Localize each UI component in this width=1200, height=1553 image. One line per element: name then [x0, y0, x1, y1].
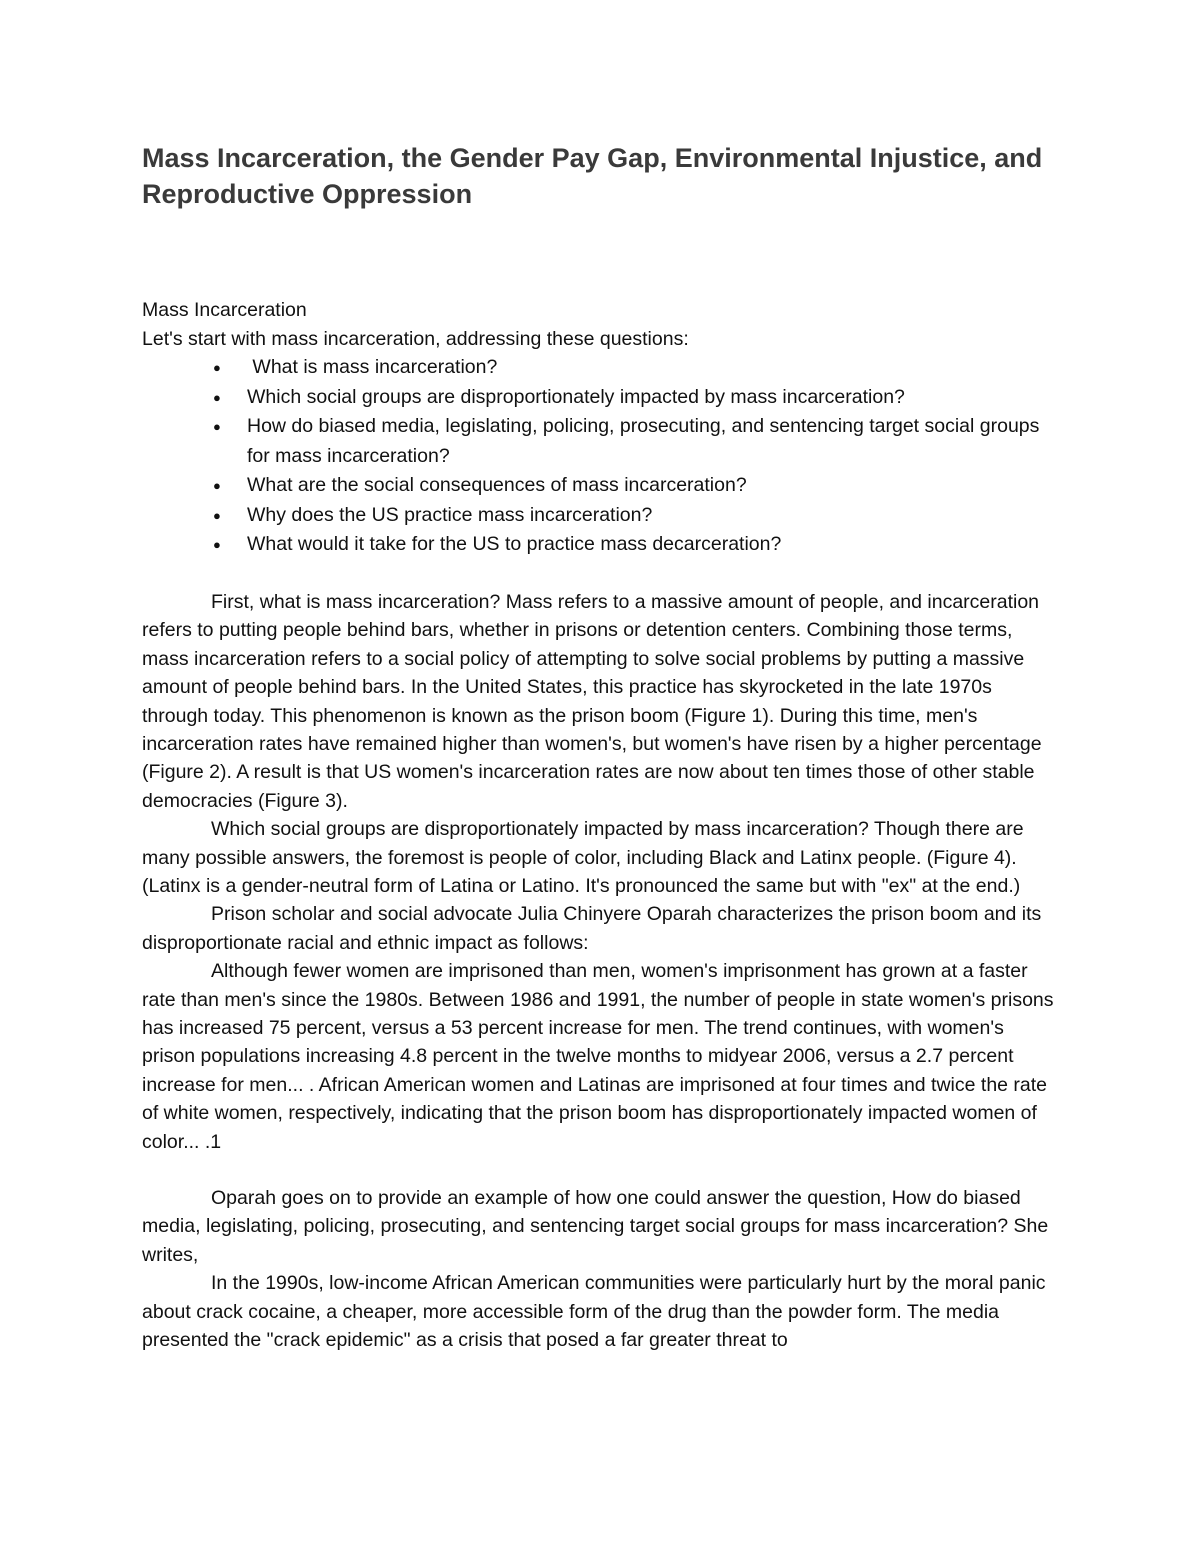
question-text: What would it take for the US to practice mass decarceration?: [247, 533, 782, 556]
question-text: Why does the US practice mass incarceration?: [247, 503, 653, 526]
list-item: [142, 471, 1062, 501]
bullet-icon: ●: [213, 389, 221, 405]
list-item: [142, 353, 1062, 383]
body-paragraph: First, what is mass incarceration? Mass refers to a massive amount of people, and incarceration refers to putting people behind bars, whether in prisons or detention centers. Combining those terms, mass incarceration refers to a social policy of attempting to solve social problems by putting a massive amount of people behind bars. In the United States, this practice has skyrocketed in the late 1970s through today. This phenomenon is known as the prison boom (Figure 1). During this time, men's incarceration rates have remained higher than women's, but women's have risen by a higher percentage (Figure 2). A result is that US women's incarceration rates are now about ten times those of other stable democracies (Figure 3).: [142, 590, 1042, 812]
question-text: Which social groups are disproportionately impacted by mass incarceration?: [247, 385, 905, 408]
body-paragraph: Prison scholar and social advocate Julia Chinyere Oparah characterizes the prison boom and its disproportionate racial and ethnic impact as follows:: [142, 903, 1042, 954]
bullet-icon: ●: [213, 478, 221, 494]
block-quote: In the 1990s, low-income African American communities were particularly hurt by the moral panic about crack cocaine, a cheaper, more accessible form of the drug than the powder form. The media presented the "crack epidemic" as a crisis that posed a far greater threat to: [142, 1272, 1046, 1352]
document-page: [142, 140, 1062, 1354]
list-item: [142, 383, 1062, 413]
body-paragraph: Oparah goes on to provide an example of how one could answer the question, How do biased media, legislating, policing, prosecuting, and sentencing target social groups for mass incarceration? She writes,: [142, 1187, 1049, 1266]
bullet-icon: ●: [213, 537, 221, 553]
question-text: What is mass incarceration?: [247, 356, 498, 379]
body-paragraph: Which social groups are disproportionately impacted by mass incarceration? Though there are many possible answers, the foremost is people of color, including Black and Latinx people. (Figure 4). (Latinx is a gender-neutral form of Latina or Latino. It's pronounced the same but with "ex" at the end.): [142, 818, 1024, 897]
list-item: [142, 530, 1062, 560]
section-heading: Mass Incarceration: [142, 299, 307, 321]
bullet-icon: ●: [213, 507, 221, 523]
bullet-icon: ●: [213, 360, 221, 376]
spacer: [142, 1156, 1062, 1184]
intro-text: Let's start with mass incarceration, addressing these questions:: [142, 328, 689, 350]
block-quote: Although fewer women are imprisoned than men, women's imprisonment has grown at a faster rate than men's since the 1980s. Between 1986 and 1991, the number of people in state women's prisons has increased 75 percent, versus a 53 percent increase for men. The trend continues, with women's prison populations increasing 4.8 percent in the twelve months to midyear 2006, versus a 2.7 percent increase for men... . African American women and Latinas are imprisoned at four times and twice the rate of white women, respectively, indicating that the prison boom has disproportionately impacted women of color... .1: [142, 960, 1054, 1153]
bullet-icon: ●: [213, 419, 221, 435]
spacer: [142, 560, 1062, 588]
list-item: [142, 412, 1062, 471]
question-text: How do biased media, legislating, policing, prosecuting, and sentencing target social groups for mass incarceration?: [247, 415, 1040, 467]
list-item: [142, 501, 1062, 531]
question-list: [142, 353, 1062, 560]
question-text: What are the social consequences of mass incarceration?: [247, 474, 747, 497]
document-title: Mass Incarceration, the Gender Pay Gap, Environmental Injustice, and Reproductive Oppression: [142, 143, 1043, 209]
